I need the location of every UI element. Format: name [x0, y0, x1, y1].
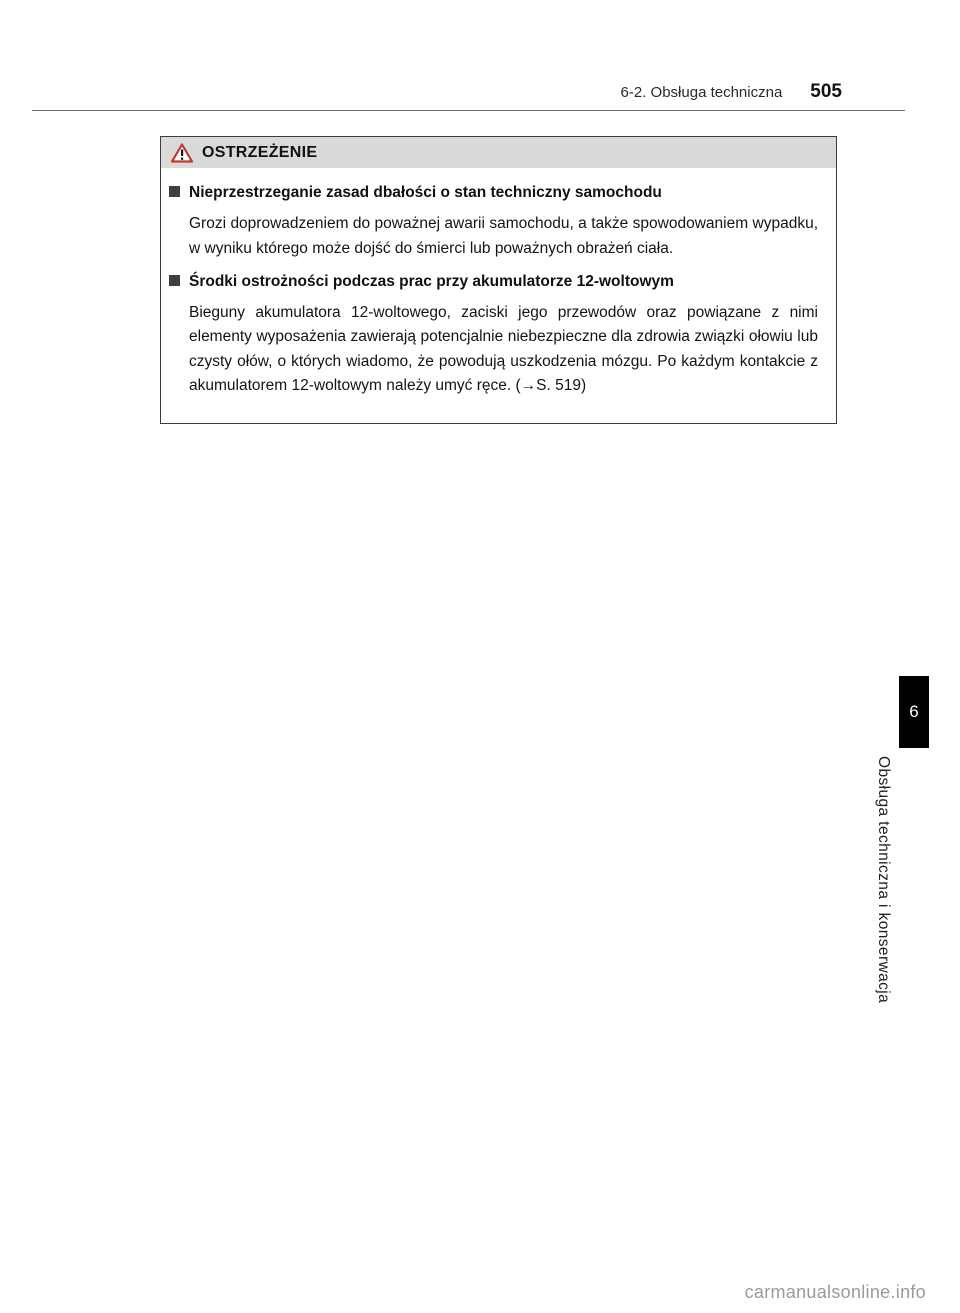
warning-item-heading [169, 181, 818, 205]
warning-item-text: Bieguny akumulatora 12-woltowego, zaciski jego przewodów oraz powiązane z nimi elementy wyposażenia zawierają potencjalnie niebezpieczne dla zdrowia związki ołowiu lub czysty ołów, o których wiadomo, że powodują uszkodzenia mózgu. Po każdym kontakcie z akumulatorem 12-woltowym należy umyć ręce. (→S. 519) [189, 304, 818, 395]
warning-item-heading-text: Środki ostrożności podczas prac przy akumulatorze 12-woltowym [189, 272, 674, 290]
warning-box-header [161, 137, 836, 168]
warning-body [161, 168, 836, 423]
square-bullet-icon [169, 186, 180, 197]
square-bullet-icon [169, 275, 180, 286]
header-divider [32, 110, 905, 111]
chapter-tab [899, 676, 929, 748]
warning-box [160, 136, 837, 424]
watermark-text: carmanualsonline.info [744, 1282, 926, 1302]
warning-item [169, 181, 818, 261]
page-header [621, 81, 842, 103]
page-number: 505 [810, 81, 842, 102]
warning-item-heading-text: Nieprzestrzeganie zasad dbałości o stan techniczny samochodu [189, 184, 662, 201]
chapter-number: 6 [909, 702, 919, 721]
warning-item-text: Grozi doprowadzeniem do poważnej awarii samochodu, a także spowodowaniem wypadku, w wyniku którego może dojść do śmierci lub poważnych obrażeń ciała. [189, 215, 818, 257]
warning-triangle-icon [171, 143, 193, 163]
warning-title: OSTRZEŻENIE [202, 143, 318, 161]
warning-item [169, 270, 818, 399]
warning-item-heading [169, 270, 818, 294]
section-title: 6-2. Obsługa techniczna [620, 84, 783, 101]
chapter-side-caption: Obsługa techniczna i konserwacja [875, 756, 892, 1004]
